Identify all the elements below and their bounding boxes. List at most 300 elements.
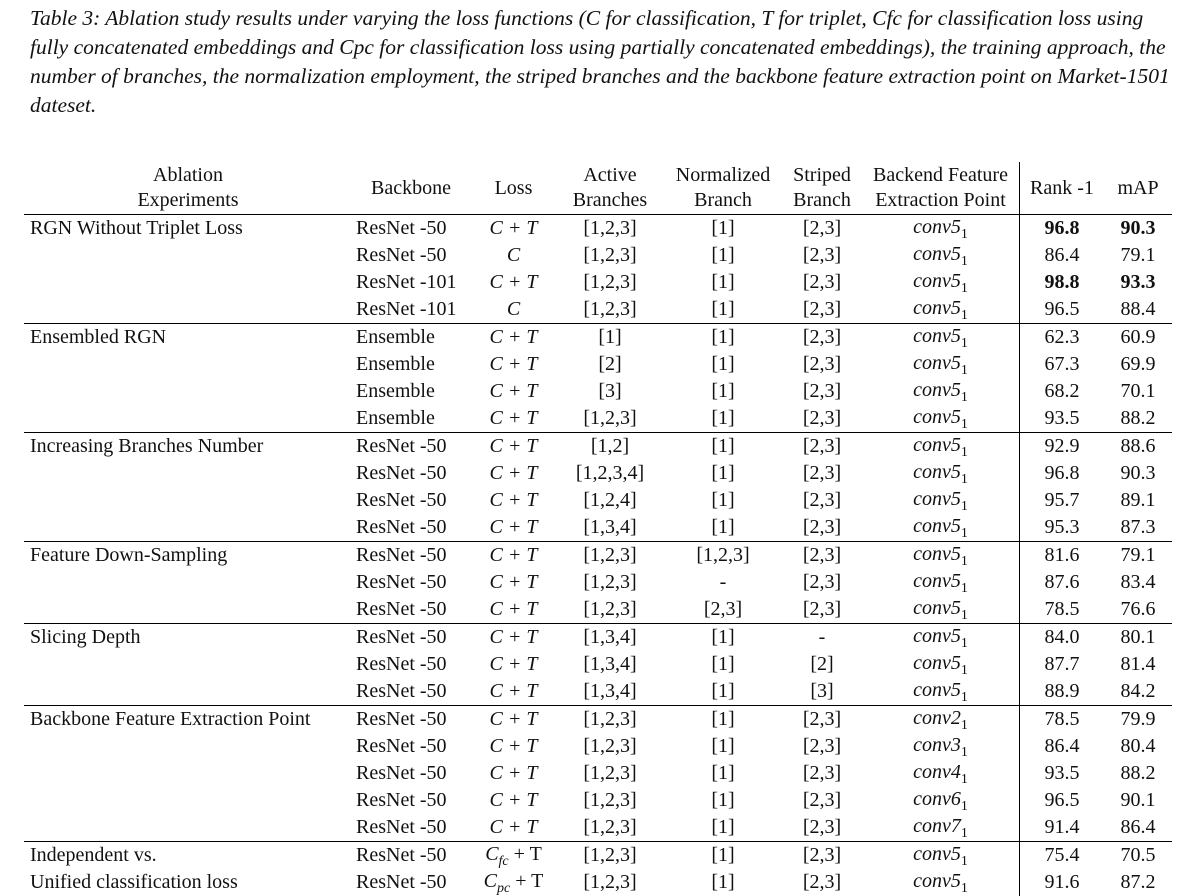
extraction-point-subscript: 1	[961, 281, 968, 296]
extraction-point-subscript: 1	[961, 826, 968, 841]
table-row	[24, 296, 1172, 324]
loss-cell: C + T	[471, 542, 556, 570]
active-branches-cell: [1,2,3]	[556, 760, 664, 787]
extraction-point-subscript: 1	[961, 227, 968, 242]
rank1-cell: 98.8	[1020, 269, 1105, 296]
striped-branch-cell: [2,3]	[782, 842, 862, 870]
extraction-point-cell	[862, 787, 1020, 814]
normalized-branch-cell: [1]	[664, 760, 782, 787]
table-body	[24, 215, 1172, 896]
loss-subscript: fc	[499, 854, 509, 869]
loss-cell: C + T	[471, 596, 556, 624]
map-cell: 60.9	[1104, 324, 1172, 352]
experiment-cell	[24, 569, 351, 596]
backbone-cell: ResNet -50	[351, 624, 471, 652]
active-branches-cell: [1,2,3]	[556, 842, 664, 870]
extraction-point-label: conv5	[913, 297, 961, 319]
rank1-cell: 96.8	[1020, 215, 1105, 243]
active-branches-cell: [1,2,3,4]	[556, 460, 664, 487]
normalized-branch-cell: [1]	[664, 733, 782, 760]
rank1-cell: 68.2	[1020, 378, 1105, 405]
extraction-point-subscript: 1	[961, 718, 968, 733]
rank1-cell: 86.4	[1020, 242, 1105, 269]
rank1-cell: 87.7	[1020, 651, 1105, 678]
normalized-branch-cell: [1,2,3]	[664, 542, 782, 570]
extraction-point-cell	[862, 487, 1020, 514]
loss-cell: C + T	[471, 433, 556, 461]
table-row	[24, 596, 1172, 624]
extraction-point-label: conv5	[913, 406, 961, 428]
table-row	[24, 405, 1172, 433]
extraction-point-subscript: 1	[961, 526, 968, 541]
loss-cell: C + T	[471, 624, 556, 652]
experiment-cell	[24, 678, 351, 706]
normalized-branch-cell: [1]	[664, 351, 782, 378]
striped-branch-cell: [2,3]	[782, 706, 862, 734]
extraction-point-label: conv5	[913, 434, 961, 456]
extraction-point-cell	[862, 433, 1020, 461]
extraction-point-label: conv5	[913, 461, 961, 483]
loss-cell: C + T	[471, 351, 556, 378]
extraction-point-subscript: 1	[961, 745, 968, 760]
loss-cell: C + T	[471, 651, 556, 678]
active-branches-cell: [1,2,3]	[556, 542, 664, 570]
backbone-cell: ResNet -50	[351, 706, 471, 734]
experiment-cell	[24, 296, 351, 324]
striped-branch-cell: [2,3]	[782, 405, 862, 433]
normalized-branch-cell: [1]	[664, 269, 782, 296]
backbone-cell: ResNet -50	[351, 814, 471, 842]
experiment-cell: Ensembled RGN	[24, 324, 351, 352]
extraction-point-label: conv5	[913, 352, 961, 374]
extraction-point-cell	[862, 814, 1020, 842]
table-row	[24, 624, 1172, 652]
header-rank1: Rank -1	[1020, 162, 1105, 215]
experiment-cell	[24, 378, 351, 405]
loss-cell: C + T	[471, 460, 556, 487]
normalized-branch-cell: [1]	[664, 651, 782, 678]
extraction-point-cell	[862, 269, 1020, 296]
extraction-point-cell	[862, 378, 1020, 405]
map-cell: 81.4	[1104, 651, 1172, 678]
extraction-point-label: conv2	[913, 707, 961, 729]
loss-cell	[471, 842, 556, 870]
normalized-branch-cell: [1]	[664, 487, 782, 514]
header-backend-line2: Extraction Point	[875, 189, 1006, 211]
extraction-point-label: conv5	[913, 515, 961, 537]
experiment-cell	[24, 487, 351, 514]
striped-branch-cell: [2,3]	[782, 487, 862, 514]
normalized-branch-cell: [1]	[664, 405, 782, 433]
rank1-cell: 91.6	[1020, 869, 1105, 896]
backbone-cell: ResNet -50	[351, 733, 471, 760]
table-row	[24, 215, 1172, 243]
active-branches-cell: [1,2,3]	[556, 296, 664, 324]
map-cell: 70.5	[1104, 842, 1172, 870]
loss-symbol: C	[484, 870, 497, 892]
active-branches-cell: [1,2,3]	[556, 814, 664, 842]
normalized-branch-cell: -	[664, 569, 782, 596]
map-cell: 86.4	[1104, 814, 1172, 842]
experiment-cell: Slicing Depth	[24, 624, 351, 652]
table-row	[24, 787, 1172, 814]
normalized-branch-cell: [1]	[664, 242, 782, 269]
active-branches-cell: [2]	[556, 351, 664, 378]
table-row	[24, 514, 1172, 542]
map-cell: 70.1	[1104, 378, 1172, 405]
rank1-cell: 96.5	[1020, 787, 1105, 814]
ablation-table	[24, 162, 1172, 896]
backbone-cell: Ensemble	[351, 324, 471, 352]
active-branches-cell: [3]	[556, 378, 664, 405]
backbone-cell: ResNet -101	[351, 269, 471, 296]
striped-branch-cell: [2,3]	[782, 596, 862, 624]
rank1-cell: 92.9	[1020, 433, 1105, 461]
normalized-branch-cell: [1]	[664, 324, 782, 352]
extraction-point-cell	[862, 405, 1020, 433]
header-normalized-line2: Branch	[694, 189, 752, 211]
map-cell: 90.3	[1104, 460, 1172, 487]
backbone-cell: ResNet -50	[351, 760, 471, 787]
extraction-point-label: conv5	[913, 243, 961, 265]
extraction-point-label: conv5	[913, 870, 961, 892]
extraction-point-cell	[862, 460, 1020, 487]
extraction-point-cell	[862, 296, 1020, 324]
experiment-cell	[24, 760, 351, 787]
extraction-point-subscript: 1	[961, 690, 968, 705]
loss-cell: C + T	[471, 378, 556, 405]
header-striped-line2: Branch	[793, 189, 851, 211]
loss-cell: C + T	[471, 514, 556, 542]
striped-branch-cell: [2]	[782, 651, 862, 678]
map-cell: 69.9	[1104, 351, 1172, 378]
active-branches-cell: [1,2,3]	[556, 242, 664, 269]
extraction-point-subscript: 1	[961, 799, 968, 814]
normalized-branch-cell: [1]	[664, 869, 782, 896]
table-header	[24, 162, 1172, 215]
backbone-cell: ResNet -50	[351, 869, 471, 896]
extraction-point-cell	[862, 760, 1020, 787]
rank1-cell: 95.7	[1020, 487, 1105, 514]
extraction-point-cell	[862, 351, 1020, 378]
experiment-cell	[24, 787, 351, 814]
experiment-cell: Feature Down-Sampling	[24, 542, 351, 570]
extraction-point-label: conv5	[913, 270, 961, 292]
extraction-point-cell	[862, 242, 1020, 269]
loss-cell: C + T	[471, 733, 556, 760]
rank1-cell: 96.8	[1020, 460, 1105, 487]
header-loss: Loss	[471, 162, 556, 215]
striped-branch-cell: [2,3]	[782, 814, 862, 842]
extraction-point-cell	[862, 569, 1020, 596]
backbone-cell: ResNet -50	[351, 787, 471, 814]
extraction-point-subscript: 1	[961, 445, 968, 460]
loss-cell: C + T	[471, 706, 556, 734]
active-branches-cell: [1,2,4]	[556, 487, 664, 514]
header-row	[24, 162, 1172, 215]
striped-branch-cell: [2,3]	[782, 215, 862, 243]
active-branches-cell: [1,2,3]	[556, 215, 664, 243]
backbone-cell: Ensemble	[351, 351, 471, 378]
active-branches-cell: [1,3,4]	[556, 678, 664, 706]
table-row	[24, 706, 1172, 734]
striped-branch-cell: [2,3]	[782, 324, 862, 352]
extraction-point-subscript: 1	[961, 663, 968, 678]
header-active-branches	[556, 162, 664, 215]
extraction-point-subscript: 1	[961, 772, 968, 787]
normalized-branch-cell: [1]	[664, 215, 782, 243]
table-row	[24, 842, 1172, 870]
experiment-cell	[24, 460, 351, 487]
experiment-cell	[24, 242, 351, 269]
normalized-branch-cell: [2,3]	[664, 596, 782, 624]
header-backend-line1: Backend Feature	[873, 164, 1008, 186]
loss-cell: C + T	[471, 405, 556, 433]
extraction-point-label: conv5	[913, 216, 961, 238]
loss-cell: C + T	[471, 787, 556, 814]
striped-branch-cell: [2,3]	[782, 542, 862, 570]
loss-cell: C + T	[471, 678, 556, 706]
extraction-point-subscript: 1	[961, 363, 968, 378]
extraction-point-subscript: 1	[961, 390, 968, 405]
active-branches-cell: [1,2]	[556, 433, 664, 461]
backbone-cell: ResNet -50	[351, 460, 471, 487]
extraction-point-cell	[862, 869, 1020, 896]
backbone-cell: ResNet -50	[351, 242, 471, 269]
header-active-line2: Branches	[573, 189, 647, 211]
map-cell: 79.1	[1104, 542, 1172, 570]
extraction-point-cell	[862, 542, 1020, 570]
extraction-point-subscript: 1	[961, 636, 968, 651]
backbone-cell: ResNet -50	[351, 569, 471, 596]
experiment-cell	[24, 351, 351, 378]
backbone-cell: ResNet -101	[351, 296, 471, 324]
active-branches-cell: [1,2,3]	[556, 733, 664, 760]
striped-branch-cell: [2,3]	[782, 787, 862, 814]
rank1-cell: 81.6	[1020, 542, 1105, 570]
extraction-point-subscript: 1	[961, 308, 968, 323]
map-cell: 79.1	[1104, 242, 1172, 269]
rank1-cell: 91.4	[1020, 814, 1105, 842]
map-cell: 87.3	[1104, 514, 1172, 542]
extraction-point-cell	[862, 514, 1020, 542]
rank1-cell: 93.5	[1020, 405, 1105, 433]
loss-cell: C + T	[471, 324, 556, 352]
loss-subscript: pc	[497, 881, 510, 896]
active-branches-cell: [1,2,3]	[556, 405, 664, 433]
experiment-cell	[24, 733, 351, 760]
experiment-cell	[24, 405, 351, 433]
table-row	[24, 269, 1172, 296]
extraction-point-label: conv5	[913, 843, 961, 865]
map-cell: 93.3	[1104, 269, 1172, 296]
extraction-point-subscript: 1	[961, 581, 968, 596]
normalized-branch-cell: [1]	[664, 378, 782, 405]
table-row	[24, 651, 1172, 678]
header-striped-branch	[782, 162, 862, 215]
experiment-cell: RGN Without Triplet Loss	[24, 215, 351, 243]
extraction-point-label: conv5	[913, 679, 961, 701]
header-backend-feature	[862, 162, 1020, 215]
backbone-cell: ResNet -50	[351, 678, 471, 706]
extraction-point-label: conv5	[913, 543, 961, 565]
extraction-point-cell	[862, 842, 1020, 870]
normalized-branch-cell: [1]	[664, 787, 782, 814]
rank1-cell: 86.4	[1020, 733, 1105, 760]
normalized-branch-cell: [1]	[664, 460, 782, 487]
loss-cell: C + T	[471, 569, 556, 596]
loss-cell	[471, 869, 556, 896]
backbone-cell: Ensemble	[351, 378, 471, 405]
loss-cell: C + T	[471, 215, 556, 243]
active-branches-cell: [1,3,4]	[556, 624, 664, 652]
experiment-cell: Independent vs.	[24, 842, 351, 870]
header-normalized-line1: Normalized	[676, 164, 770, 186]
header-normalized-branch	[664, 162, 782, 215]
map-cell: 76.6	[1104, 596, 1172, 624]
striped-branch-cell: [2,3]	[782, 460, 862, 487]
map-cell: 87.2	[1104, 869, 1172, 896]
experiment-cell	[24, 596, 351, 624]
extraction-point-label: conv5	[913, 570, 961, 592]
normalized-branch-cell: [1]	[664, 296, 782, 324]
active-branches-cell: [1,2,3]	[556, 869, 664, 896]
extraction-point-cell	[862, 651, 1020, 678]
header-map: mAP	[1104, 162, 1172, 215]
header-backbone: Backbone	[351, 162, 471, 215]
table-row	[24, 378, 1172, 405]
header-experiments-line1: Ablation	[153, 164, 223, 186]
extraction-point-subscript: 1	[961, 554, 968, 569]
normalized-branch-cell: [1]	[664, 624, 782, 652]
active-branches-cell: [1,3,4]	[556, 651, 664, 678]
loss-cell: C	[471, 242, 556, 269]
extraction-point-cell	[862, 733, 1020, 760]
table-row	[24, 324, 1172, 352]
header-active-line1: Active	[583, 164, 636, 186]
extraction-point-subscript: 1	[961, 254, 968, 269]
striped-branch-cell: [2,3]	[782, 569, 862, 596]
striped-branch-cell: [2,3]	[782, 296, 862, 324]
map-cell: 90.1	[1104, 787, 1172, 814]
loss-symbol: C	[485, 843, 498, 865]
experiment-cell: Increasing Branches Number	[24, 433, 351, 461]
striped-branch-cell: [2,3]	[782, 269, 862, 296]
active-branches-cell: [1,2,3]	[556, 569, 664, 596]
experiment-cell	[24, 814, 351, 842]
loss-cell: C + T	[471, 487, 556, 514]
striped-branch-cell: [2,3]	[782, 378, 862, 405]
backbone-cell: ResNet -50	[351, 596, 471, 624]
extraction-point-cell	[862, 215, 1020, 243]
table-caption: Table 3: Ablation study results under varying the loss functions (C for classification, T for triplet, Cfc for classification loss using fully concatenated embeddings and Cpc for classification loss using partially concatenated embeddings), the training approach, the number of branches, the normalization employment, the striped branches and the backbone feature extraction point on Market-1501 dateset.	[30, 4, 1180, 120]
extraction-point-subscript: 1	[961, 854, 968, 869]
map-cell: 79.9	[1104, 706, 1172, 734]
loss-cell: C	[471, 296, 556, 324]
extraction-point-label: conv5	[913, 597, 961, 619]
experiment-cell	[24, 514, 351, 542]
header-striped-line1: Striped	[793, 164, 851, 186]
normalized-branch-cell: [1]	[664, 842, 782, 870]
map-cell: 83.4	[1104, 569, 1172, 596]
loss-cell: C + T	[471, 269, 556, 296]
rank1-cell: 67.3	[1020, 351, 1105, 378]
table-row	[24, 869, 1172, 896]
extraction-point-label: conv5	[913, 325, 961, 347]
extraction-point-label: conv6	[913, 788, 961, 810]
map-cell: 80.1	[1104, 624, 1172, 652]
table-row	[24, 460, 1172, 487]
extraction-point-label: conv4	[913, 761, 961, 783]
striped-branch-cell: [2,3]	[782, 733, 862, 760]
active-branches-cell: [1,2,3]	[556, 787, 664, 814]
rank1-cell: 88.9	[1020, 678, 1105, 706]
extraction-point-label: conv5	[913, 652, 961, 674]
experiment-cell	[24, 269, 351, 296]
rank1-cell: 87.6	[1020, 569, 1105, 596]
backbone-cell: ResNet -50	[351, 514, 471, 542]
map-cell: 88.6	[1104, 433, 1172, 461]
striped-branch-cell: -	[782, 624, 862, 652]
map-cell: 88.2	[1104, 405, 1172, 433]
backbone-cell: Ensemble	[351, 405, 471, 433]
table-row	[24, 814, 1172, 842]
rank1-cell: 78.5	[1020, 706, 1105, 734]
extraction-point-subscript: 1	[961, 499, 968, 514]
table-row	[24, 678, 1172, 706]
map-cell: 84.2	[1104, 678, 1172, 706]
extraction-point-subscript: 1	[961, 336, 968, 351]
active-branches-cell: [1,2,3]	[556, 596, 664, 624]
extraction-point-subscript: 1	[961, 472, 968, 487]
table-row	[24, 733, 1172, 760]
backbone-cell: ResNet -50	[351, 542, 471, 570]
striped-branch-cell: [2,3]	[782, 514, 862, 542]
backbone-cell: ResNet -50	[351, 215, 471, 243]
extraction-point-cell	[862, 596, 1020, 624]
extraction-point-cell	[862, 706, 1020, 734]
table-row	[24, 569, 1172, 596]
striped-branch-cell: [2,3]	[782, 760, 862, 787]
experiment-cell	[24, 651, 351, 678]
rank1-cell: 84.0	[1020, 624, 1105, 652]
extraction-point-subscript: 1	[961, 881, 968, 896]
striped-branch-cell: [3]	[782, 678, 862, 706]
rank1-cell: 75.4	[1020, 842, 1105, 870]
normalized-branch-cell: [1]	[664, 678, 782, 706]
rank1-cell: 78.5	[1020, 596, 1105, 624]
experiment-cell: Backbone Feature Extraction Point	[24, 706, 351, 734]
extraction-point-label: conv5	[913, 488, 961, 510]
table-row	[24, 242, 1172, 269]
backbone-cell: ResNet -50	[351, 487, 471, 514]
active-branches-cell: [1,3,4]	[556, 514, 664, 542]
extraction-point-subscript: 1	[961, 417, 968, 432]
map-cell: 88.4	[1104, 296, 1172, 324]
normalized-branch-cell: [1]	[664, 814, 782, 842]
backbone-cell: ResNet -50	[351, 651, 471, 678]
loss-suffix: + T	[509, 843, 542, 865]
striped-branch-cell: [2,3]	[782, 351, 862, 378]
loss-suffix: + T	[510, 870, 543, 892]
table-row	[24, 351, 1172, 378]
backbone-cell: ResNet -50	[351, 842, 471, 870]
extraction-point-cell	[862, 324, 1020, 352]
backbone-cell: ResNet -50	[351, 433, 471, 461]
striped-branch-cell: [2,3]	[782, 869, 862, 896]
map-cell: 80.4	[1104, 733, 1172, 760]
extraction-point-label: conv5	[913, 379, 961, 401]
